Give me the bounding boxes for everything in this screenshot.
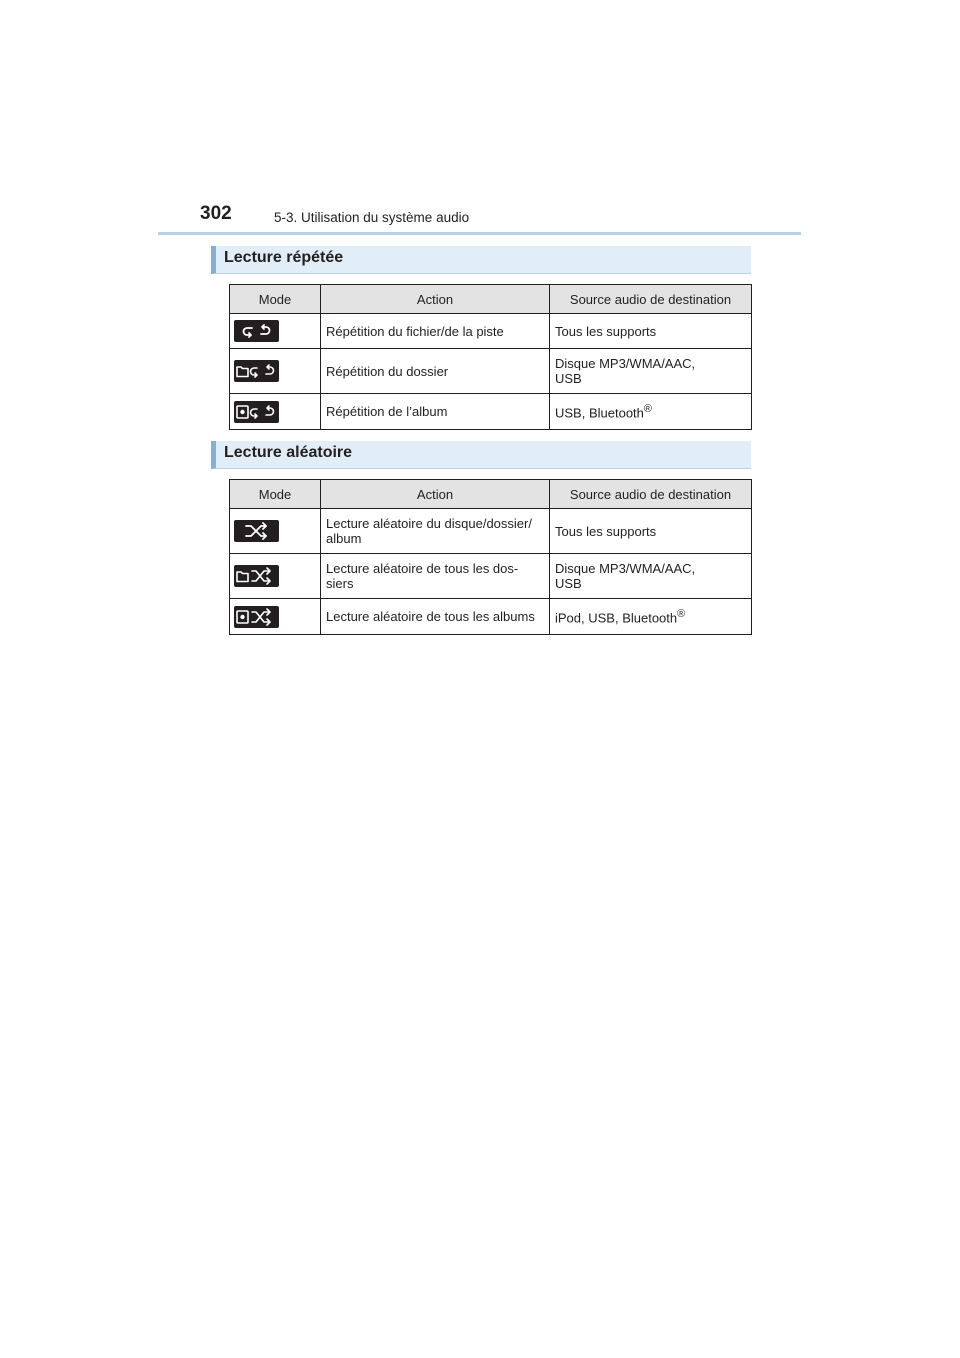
column-header-source: Source audio de destination — [550, 480, 752, 509]
column-header-action: Action — [321, 480, 550, 509]
table-row — [230, 599, 752, 635]
source-cell — [550, 349, 752, 394]
shuffle-disc-icon — [234, 520, 279, 542]
repeat-track-icon — [234, 320, 279, 342]
section-heading-random — [211, 441, 751, 469]
table-row — [230, 394, 752, 430]
table-header-row — [230, 285, 752, 314]
action-cell — [321, 554, 550, 599]
column-header-action: Action — [321, 285, 550, 314]
source-line: Disque MP3/WMA/AAC, — [555, 561, 696, 576]
source-cell — [550, 599, 752, 635]
mode-cell — [230, 314, 321, 349]
action-cell: Répétition de l’album — [321, 394, 550, 430]
action-cell — [321, 509, 550, 554]
mode-cell — [230, 509, 321, 554]
mode-cell — [230, 394, 321, 430]
table-row — [230, 314, 752, 349]
section-title-random: Lecture aléatoire — [224, 444, 353, 461]
source-cell: Tous les supports — [550, 509, 752, 554]
action-cell: Lecture aléatoire de tous les albums — [321, 599, 550, 635]
registered-mark: ® — [677, 608, 686, 621]
mode-cell — [230, 599, 321, 635]
column-header-mode: Mode — [230, 480, 321, 509]
section-heading-repeat — [211, 246, 751, 274]
source-cell: Tous les supports — [550, 314, 752, 349]
mode-cell — [230, 554, 321, 599]
source-cell — [550, 394, 752, 430]
source-text: USB, Bluetooth — [555, 405, 644, 421]
repeat-album-icon — [234, 401, 279, 423]
source-line: USB — [555, 576, 582, 591]
shuffle-folder-icon — [234, 565, 279, 587]
column-header-source: Source audio de destination — [550, 285, 752, 314]
shuffle-album-icon — [234, 606, 279, 628]
action-cell: Répétition du fichier/de la piste — [321, 314, 550, 349]
source-line: Disque MP3/WMA/AAC, — [555, 356, 696, 371]
table-row — [230, 554, 752, 599]
source-line: USB — [555, 371, 582, 386]
random-table — [229, 479, 752, 635]
source-text: iPod, USB, Bluetooth — [555, 610, 678, 626]
registered-mark: ® — [643, 403, 652, 416]
column-header-mode: Mode — [230, 285, 321, 314]
chapter-title: 5-3. Utilisation du système audio — [274, 210, 470, 225]
mode-cell — [230, 349, 321, 394]
table-row — [230, 509, 752, 554]
action-line: Lecture aléatoire de tous les dos- — [326, 561, 519, 576]
repeat-table — [229, 284, 752, 430]
action-line: Lecture aléatoire du disque/dossier/ — [326, 516, 532, 531]
action-line: siers — [326, 576, 354, 591]
table-row — [230, 349, 752, 394]
source-cell — [550, 554, 752, 599]
table-header-row — [230, 480, 752, 509]
action-cell: Répétition du dossier — [321, 349, 550, 394]
section-title-repeat: Lecture répétée — [224, 249, 344, 266]
repeat-folder-icon — [234, 360, 279, 382]
page-number: 302 — [200, 203, 232, 224]
action-line: album — [326, 531, 362, 546]
header-rule — [158, 232, 801, 235]
